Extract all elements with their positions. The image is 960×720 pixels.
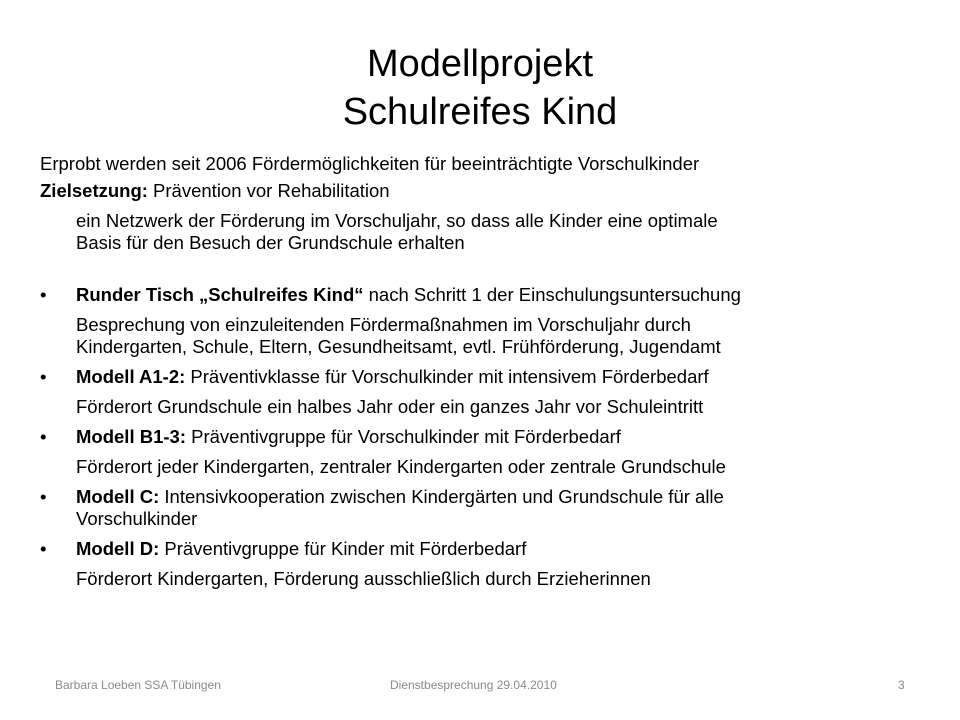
bullet-marker: • — [40, 284, 47, 305]
bullet-detail-modell-d — [40, 568, 920, 590]
bullet-detail-runder-tisch — [40, 314, 920, 358]
goal-detail — [40, 210, 920, 254]
goal-detail-line2: Basis für den Besuch der Grundschule erhalten — [76, 232, 465, 253]
bullet-marker: • — [40, 538, 47, 559]
bullet-item-modell-b — [40, 426, 920, 448]
bullet-label: Modell D: — [76, 538, 160, 559]
bullet-text-line2: Vorschulkinder — [76, 508, 198, 529]
bullet-detail-modell-b — [40, 456, 920, 478]
bullet-text: Präventivgruppe für Kinder mit Förderbedarf — [159, 538, 527, 559]
bullet-text: nach Schritt 1 der Einschulungsuntersuchung — [363, 284, 741, 305]
slide-title-line1: Modellprojekt — [367, 43, 593, 85]
goal-detail-line1: ein Netzwerk der Förderung im Vorschuljahr, so dass alle Kinder eine optimale — [76, 210, 718, 231]
bullet-detail-line1: Besprechung von einzuleitenden Fördermaßnahmen im Vorschuljahr durch — [76, 314, 691, 335]
slide-title — [0, 40, 960, 136]
bullet-item-modell-d — [40, 538, 920, 560]
bullet-item-modell-c — [40, 486, 920, 530]
bullet-label: Runder Tisch „Schulreifes Kind“ — [76, 284, 364, 305]
bullet-label: Modell C: — [76, 486, 160, 507]
bullet-text: Präventivgruppe für Vorschulkinder mit Förderbedarf — [185, 426, 621, 447]
bullet-detail-modell-a — [40, 396, 920, 418]
slide-body — [40, 153, 920, 590]
goal-line — [40, 180, 920, 202]
bullet-item-modell-a — [40, 366, 920, 388]
bullet-marker: • — [40, 426, 47, 447]
bullet-label: Modell A1-2: — [76, 366, 186, 387]
goal-text: Prävention vor Rehabilitation — [147, 180, 390, 201]
footer-page-number: 3 — [898, 678, 905, 692]
slide-title-line2: Schulreifes Kind — [342, 91, 618, 133]
footer-event: Dienstbesprechung 29.04.2010 — [390, 678, 557, 692]
bullet-marker: • — [40, 486, 47, 507]
goal-label: Zielsetzung: — [40, 180, 148, 201]
bullet-label: Modell B1-3: — [76, 426, 186, 447]
footer-author: Barbara Loeben SSA Tübingen — [55, 678, 221, 692]
bullet-detail-line1: Förderort Grundschule ein halbes Jahr oder ein ganzes Jahr vor Schuleintritt — [76, 396, 704, 417]
bullet-detail-line1: Förderort jeder Kindergarten, zentraler Kindergarten oder zentrale Grundschule — [76, 456, 726, 477]
intro-text: Erprobt werden seit 2006 Fördermöglichkeiten für beeinträchtigte Vorschulkinder — [40, 153, 700, 174]
bullet-marker: • — [40, 366, 47, 387]
bullet-text: Präventivklasse für Vorschulkinder mit intensivem Förderbedarf — [185, 366, 709, 387]
bullet-detail-line2: Kindergarten, Schule, Eltern, Gesundheitsamt, evtl. Frühförderung, Jugendamt — [76, 336, 721, 357]
bullet-text: Intensivkooperation zwischen Kindergärten und Grundschule für alle — [159, 486, 724, 507]
bullet-item-runder-tisch — [40, 284, 920, 306]
bullet-detail-line1: Förderort Kindergarten, Förderung ausschließlich durch Erzieherinnen — [76, 568, 651, 589]
